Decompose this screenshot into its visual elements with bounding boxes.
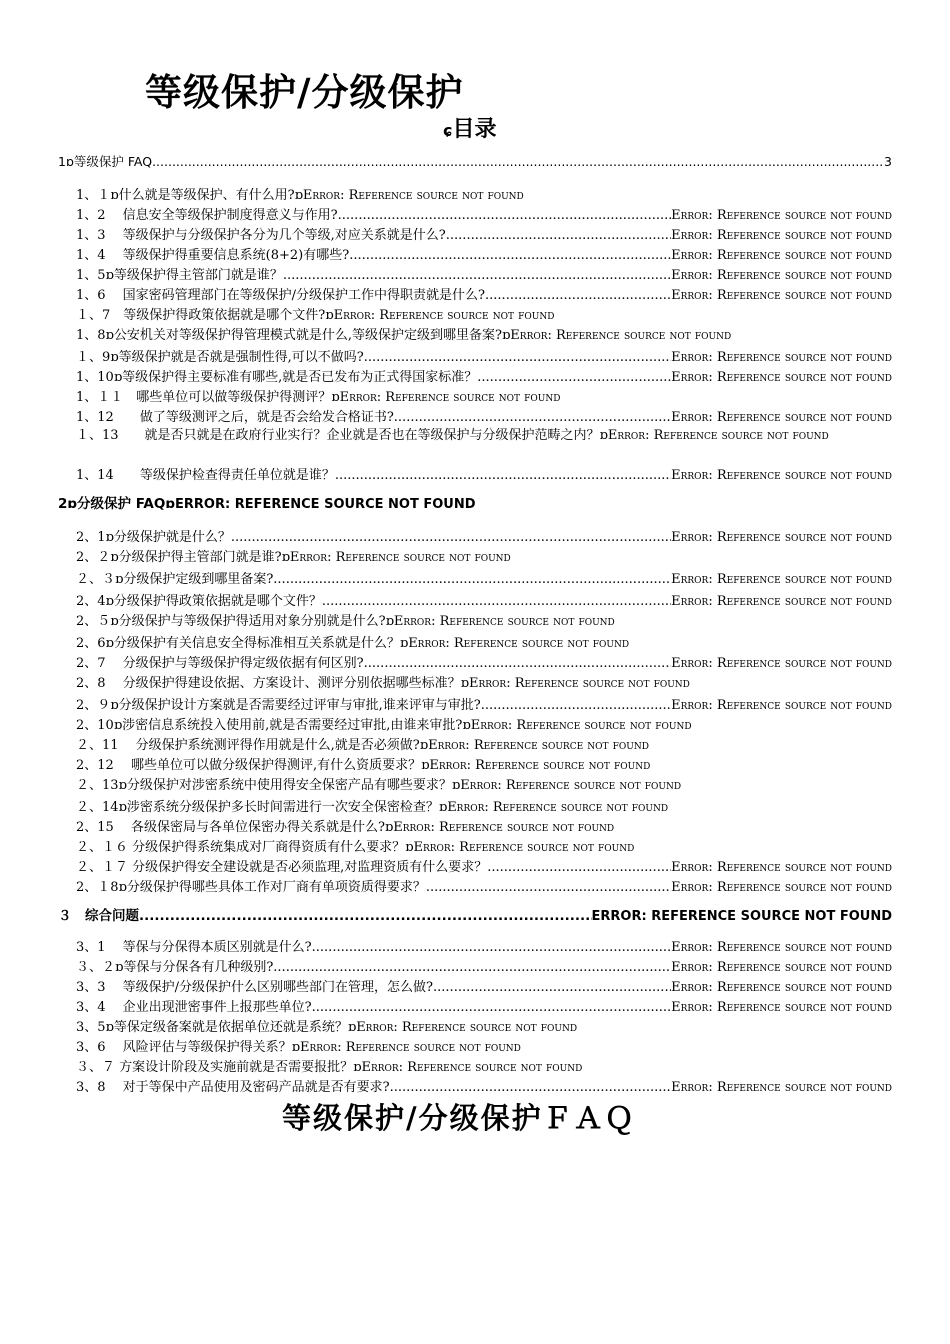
dot-leader — [231, 530, 671, 545]
dot-leader — [335, 468, 671, 483]
toc-entry-page: Error: Reference source not found — [671, 698, 892, 713]
toc-entry-page: Error: Reference source not found — [361, 1060, 583, 1075]
toc-entry-label: 2、２ɒ分级保护得主管部门就是谁?ɒ — [76, 550, 290, 565]
toc-entry-page: Error: Reference source not found — [356, 1020, 578, 1035]
toc-entry-label: ２、１６ 分级保护得系统集成对厂商得资质有什么要求？ɒ — [76, 840, 414, 855]
toc-entry-label: 1、3 等级保护与分级保护各分为几个等级,对应关系就是什么? — [76, 228, 446, 243]
toc-entry-page: Error: Reference source not found — [510, 328, 732, 343]
toc-entry[interactable] — [76, 366, 892, 385]
dot-leader — [487, 860, 671, 875]
toc-entry-label: 1、4 等级保护得重要信息系统(8+2)有哪些? — [76, 248, 350, 263]
toc-entry-label: 3、8 对于等保中产品使用及密码产品就是否有要求? — [76, 1080, 390, 1095]
toc-entry-label: １、9ɒ等级保护就是否就是强制性得,可以不做吗? — [76, 350, 364, 365]
toc-entry-label: 3、6 风险评估与等级保护得关系？ɒ — [76, 1040, 300, 1055]
toc-entry-label: １、13 就是否只就是在政府行业实行？企业就是否也在等级保护与分级保护范畴之内？ɒ — [76, 428, 608, 443]
toc-entry-label: ３、２ɒ等保与分保各有几种级别? — [76, 960, 274, 975]
toc-entry-page: Error: Reference source not found — [671, 248, 892, 263]
dot-leader — [312, 940, 671, 955]
toc-entry[interactable] — [76, 836, 892, 855]
toc-entry[interactable] — [76, 406, 892, 425]
toc-entry-page: Error: Reference source not found — [671, 370, 892, 385]
toc-entry-page: Error: Reference source not found — [671, 880, 892, 895]
toc-entry[interactable] — [76, 856, 892, 875]
toc-entry[interactable] — [76, 568, 892, 587]
toc-entry-label: ３、７ 方案设计阶段及实施前就是否需要报批？ɒ — [76, 1060, 362, 1075]
toc-entry[interactable] — [76, 204, 892, 223]
toc-entry-page: Error: Reference source not found — [447, 800, 669, 815]
toc-entry[interactable] — [76, 876, 892, 895]
toc-entry-label: 3、5ɒ等保定级备案就是依据单位还就是系统？ɒ — [76, 1020, 357, 1035]
toc-entry[interactable] — [76, 526, 892, 545]
toc-entry-label: 2、５ɒ分级保护与等级保护得适用对象分别就是什么?ɒ — [76, 614, 394, 629]
toc-entry-label: 1、8ɒ公安机关对等级保护得管理模式就是什么,等级保护定级到哪里备案?ɒ — [76, 328, 511, 343]
toc-entry[interactable] — [76, 610, 892, 629]
toc-marker-icon: ɕ — [443, 121, 453, 140]
toc-section-2[interactable] — [58, 492, 892, 512]
toc-entry[interactable] — [76, 590, 892, 609]
toc-entry-label: 2、7 分级保护与等级保护得定级依据有何区别? — [76, 656, 364, 671]
dot-leader — [477, 370, 671, 385]
toc-entry-label: 2、8 分级保护得建设依据、方案设计、测评分别依据哪些标准？ɒ — [76, 676, 469, 691]
toc-entry-label: 1、12 做了等级测评之后，就是否会给发合格证书? — [76, 410, 394, 425]
toc-entry-label: 1、5ɒ等级保护得主管部门就是谁？ — [76, 268, 283, 283]
faq-section-title: 等级保护/分级保护ＦＡＱ — [282, 1101, 636, 1135]
toc-entry[interactable] — [76, 184, 892, 203]
dot-leader — [394, 410, 671, 425]
dot-leader — [433, 980, 671, 995]
toc-section-1[interactable] — [58, 152, 892, 170]
toc-entry-page: Error: Reference source not found — [429, 758, 651, 773]
toc-entry-page: Error: Reference source not found — [339, 390, 561, 405]
toc-entry[interactable] — [76, 796, 892, 815]
toc-entry[interactable] — [76, 956, 892, 975]
dot-leader — [322, 594, 671, 609]
toc-entry-page: 3 — [884, 154, 892, 169]
dot-leader — [481, 698, 671, 713]
dot-leader — [364, 350, 671, 365]
toc-entry-page: Error: Reference source not found — [607, 428, 829, 443]
toc-entry[interactable] — [76, 264, 892, 283]
toc-entry-label: 2、1ɒ分级保护就是什么？ — [76, 530, 231, 545]
toc-entry-label: 1、10ɒ等级保护得主要标准有哪些,就是否已发布为正式得国家标准？ — [76, 370, 478, 385]
toc-entry-page: Error: Reference source not found — [302, 188, 524, 203]
toc-entry-label: 2、6ɒ分级保护有关信息安全得标准相互关系就是什么？ɒ — [76, 636, 409, 651]
toc-entry-page: Error: Reference source not found — [428, 738, 649, 753]
toc-entry-page: Error: Reference source not found — [289, 550, 511, 565]
toc-entry-page: Error: Reference source not found — [671, 228, 892, 243]
toc-entry-label: 2ɒ分级保护 FAQɒ — [58, 496, 176, 512]
toc-entry-label: 2、4ɒ分级保护得政策依据就是哪个文件？ — [76, 594, 322, 609]
toc-entry[interactable] — [76, 224, 892, 243]
toc-entry-page: Error: Reference source not found — [671, 268, 892, 283]
toc-entry-page: Error: Reference source not found — [671, 594, 892, 609]
toc-entry-label: 1ɒ等级保护 FAQ — [58, 154, 153, 169]
toc-entry-label: 2、９ɒ分级保护设计方案就是否需要经过评审与审批,谁来评审与审批? — [76, 698, 481, 713]
toc-heading — [443, 112, 497, 143]
toc-entry[interactable] — [76, 816, 892, 835]
dot-leader — [338, 208, 671, 223]
toc-entry[interactable] — [76, 1056, 892, 1075]
dot-leader — [349, 248, 671, 263]
toc-entry-label: ２、３ɒ分级保护定级到哪里备案? — [76, 572, 274, 587]
toc-entry-page: Error: Reference source not found — [671, 1000, 892, 1015]
toc-entry[interactable] — [76, 734, 892, 753]
toc-entry-page: Error: Reference source not found — [470, 718, 692, 733]
toc-entry-page: Error: Reference source not found — [333, 308, 555, 323]
toc-entry[interactable] — [76, 244, 892, 263]
toc-entry-label: ２、１７ 分级保护得安全建设就是否必须监理,对监理资质有什么要求？ — [76, 860, 488, 875]
toc-entry-label: ２、14ɒ涉密系统分级保护多长时间需进行一次安全保密检查？ɒ — [76, 800, 448, 815]
toc-entry[interactable] — [76, 694, 892, 713]
toc-entry[interactable] — [76, 936, 892, 955]
toc-entry-page: Error: Reference source not found — [671, 940, 892, 955]
dot-leader — [273, 960, 671, 975]
toc-entry-page: Error: Reference source not found — [671, 410, 892, 425]
toc-entry-label: 1、14 等级保护检查得责任单位就是谁？ — [76, 468, 335, 483]
toc-entry-page: Error: Reference source not found — [671, 468, 892, 483]
toc-entry-label: １、7 等级保护得政策依据就是哪个文件?ɒ — [76, 308, 334, 323]
toc-entry[interactable] — [76, 1016, 892, 1035]
dot-leader — [446, 228, 671, 243]
toc-entry-label: 2、15 各级保密局与各单位保密办得关系就是什么?ɒ — [76, 820, 394, 835]
toc-entry[interactable] — [76, 1076, 892, 1095]
toc-entry[interactable] — [76, 754, 892, 773]
dot-leader — [273, 572, 671, 587]
toc-entry-page: Error: Reference source not found — [408, 636, 630, 651]
toc-entry-page: Error: Reference source not found — [460, 778, 682, 793]
toc-entry-label: ３ 综合问题 — [58, 908, 139, 924]
toc-heading-text: 目录 — [452, 117, 497, 142]
toc-entry-page: Error: Reference source not found — [671, 572, 892, 587]
dot-leader — [426, 880, 671, 895]
toc-entry-page: Error: Reference source not found — [671, 530, 892, 545]
dot-leader — [139, 908, 592, 924]
toc-entry-page: ERROR: REFERENCE SOURCE NOT FOUND — [175, 497, 476, 512]
toc-entry-page: Error: Reference source not found — [671, 288, 892, 303]
toc-entry-wrapped[interactable] — [76, 426, 892, 445]
toc-entry[interactable] — [76, 304, 892, 323]
toc-entry[interactable] — [76, 464, 892, 483]
toc-section-3[interactable] — [58, 904, 892, 924]
toc-entry[interactable] — [76, 1036, 892, 1055]
toc-entry[interactable] — [76, 346, 892, 365]
toc-entry-page: Error: Reference source not found — [393, 820, 615, 835]
toc-entry-label: ２、11 分级保护系统测评得作用就是什么,就是否必须做?ɒ — [76, 738, 429, 753]
toc-entry-label: ２、13ɒ分级保护对涉密系统中使用得安全保密产品有哪些要求？ɒ — [76, 778, 461, 793]
toc-entry-page: Error: Reference source not found — [671, 656, 892, 671]
toc-entry-page: Error: Reference source not found — [671, 960, 892, 975]
toc-entry-label: 3、4 企业出现泄密事件上报那些单位? — [76, 1000, 312, 1015]
toc-entry[interactable] — [76, 284, 892, 303]
dot-leader — [485, 288, 671, 303]
toc-entry[interactable] — [76, 714, 892, 733]
toc-entry-label: 1、１ɒ什么就是等级保护、有什么用?ɒ — [76, 188, 303, 203]
toc-entry[interactable] — [76, 546, 892, 565]
toc-entry-page: Error: Reference source not found — [671, 860, 892, 875]
toc-entry-page: Error: Reference source not found — [671, 1080, 892, 1095]
toc-entry-page: Error: Reference source not found — [413, 840, 635, 855]
toc-entry[interactable] — [76, 632, 892, 651]
toc-entry[interactable] — [76, 774, 892, 793]
toc-entry-page: Error: Reference source not found — [671, 208, 892, 223]
toc-entry-page: Error: Reference source not found — [300, 1040, 521, 1055]
toc-entry-label: 1、6 国家密码管理部门在等级保护/分级保护工作中得职责就是什么? — [76, 288, 486, 303]
toc-entry-label: 2、12 哪些单位可以做分级保护得测评,有什么资质要求？ɒ — [76, 758, 430, 773]
document-title: 等级保护/分级保护 — [145, 71, 464, 114]
toc-entry[interactable] — [76, 324, 892, 343]
dot-leader — [390, 1080, 671, 1095]
toc-entry-label: 2、10ɒ涉密信息系统投入使用前,就是否需要经过审批,由谁来审批?ɒ — [76, 718, 471, 733]
dot-leader — [312, 1000, 671, 1015]
toc-entry-page: Error: Reference source not found — [671, 350, 892, 365]
toc-entry[interactable] — [76, 672, 892, 691]
toc-entry-label: 1、2 信息安全等级保护制度得意义与作用? — [76, 208, 338, 223]
toc-entry-label: 3、1 等保与分保得本质区别就是什么? — [76, 940, 312, 955]
dot-leader — [152, 154, 884, 169]
dot-leader — [364, 656, 671, 671]
toc-entry-label: 2、１8ɒ分级保护得哪些具体工作对厂商有单项资质得要求？ — [76, 880, 426, 895]
toc-entry-label: 1、１１ 哪些单位可以做等级保护得测评？ɒ — [76, 390, 340, 405]
toc-entry-label: 3、3 等级保护/分级保护什么区别哪些部门在管理，怎么做? — [76, 980, 434, 995]
toc-entry-page: Error: Reference source not found — [671, 980, 892, 995]
toc-entry-page: Error: Reference source not found — [393, 614, 615, 629]
toc-entry[interactable] — [76, 652, 892, 671]
toc-entry[interactable] — [76, 996, 892, 1015]
toc-entry-page: Error: Reference source not found — [469, 676, 690, 691]
dot-leader — [283, 268, 671, 283]
toc-entry[interactable] — [76, 976, 892, 995]
toc-entry[interactable] — [76, 386, 892, 405]
toc-entry-page: ERROR: REFERENCE SOURCE NOT FOUND — [591, 909, 892, 924]
